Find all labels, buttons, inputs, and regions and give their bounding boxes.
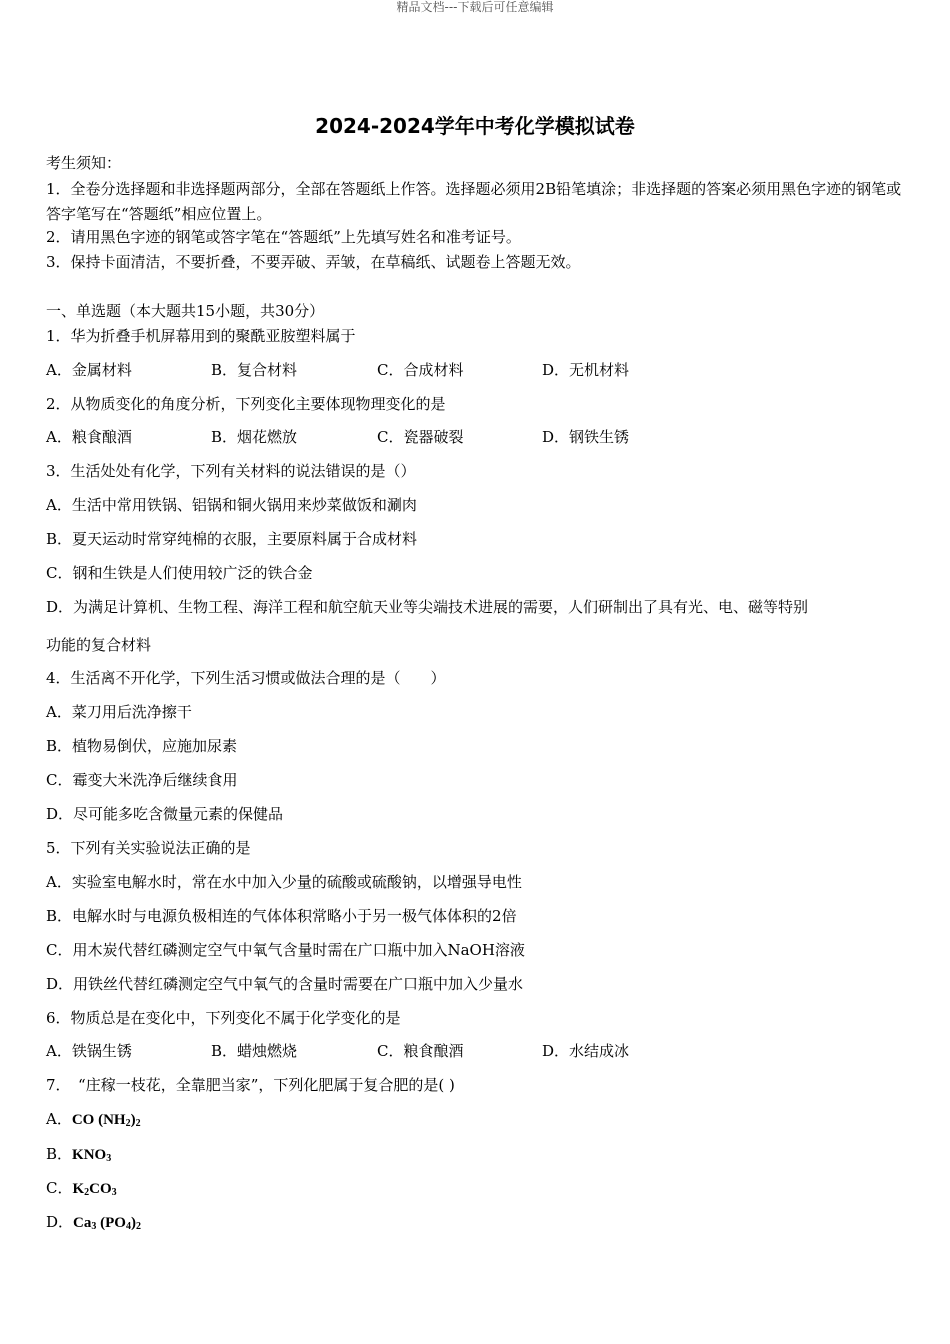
q1-option-c: C．合成材料 bbox=[377, 361, 464, 379]
q2-option-d: D．钢铁生锈 bbox=[542, 428, 630, 446]
q5-option-d: D．用铁丝代替红磷测定空气中氧气的含量时需要在广口瓶中加入少量水 bbox=[46, 975, 524, 993]
q4-stem: 4．生活离不开化学，下列生活习惯或做法合理的是（ ） bbox=[46, 669, 446, 687]
exam-title: 2024-2024学年中考化学模拟试卷 bbox=[315, 114, 635, 138]
q1-stem: 1．华为折叠手机屏幕用到的聚酰亚胺塑料属于 bbox=[46, 327, 356, 345]
q4-option-b: B．植物易倒伏，应施加尿素 bbox=[46, 737, 238, 755]
notice-item-1: 1．全卷分选择题和非选择题两部分，全部在答题纸上作答。选择题必须用2B铅笔填涂；非选择题的答案必须用黑色字迹的钢笔或答字笔写在“答题纸”相应位置上。 bbox=[46, 180, 902, 223]
q6-option-d: D．水结成冰 bbox=[542, 1042, 630, 1060]
notice-heading: 考生须知： bbox=[46, 154, 122, 172]
q2-option-c: C．瓷器破裂 bbox=[377, 428, 464, 446]
q4-option-d: D．尽可能多吃含微量元素的保健品 bbox=[46, 805, 284, 823]
q6-option-b: B．蜡烛燃烧 bbox=[211, 1042, 298, 1060]
q3-option-b: B．夏天运动时常穿纯棉的衣服，主要原料属于合成材料 bbox=[46, 530, 418, 548]
q6-option-c: C．粮食酿酒 bbox=[377, 1042, 464, 1060]
q3-option-a: A．生活中常用铁锅、铝锅和铜火锅用来炒菜做饭和涮肉 bbox=[46, 496, 417, 514]
q3-option-c: C．钢和生铁是人们使用较广泛的铁合金 bbox=[46, 564, 313, 582]
q1-option-b: B．复合材料 bbox=[211, 361, 298, 379]
q5-option-c: C．用木炭代替红磷测定空气中氧气含量时需在广口瓶中加入NaOH溶液 bbox=[46, 941, 525, 959]
q2-option-b: B．烟花燃放 bbox=[211, 428, 298, 446]
q1-option-a: A．金属材料 bbox=[46, 361, 132, 379]
q6-stem: 6．物质总是在变化中，下列变化不属于化学变化的是 bbox=[46, 1009, 401, 1027]
q5-option-a: A．实验室电解水时，常在水中加入少量的硫酸或硫酸钠，以增强导电性 bbox=[46, 873, 522, 891]
q7-stem: 7． “庄稼一枝花，全靠肥当家”，下列化肥属于复合肥的是( ) bbox=[46, 1076, 455, 1094]
q7-option-a: A．CO $(NH_2)_2$ bbox=[46, 1110, 141, 1129]
header-watermark: 精品文档---下载后可任意编辑 bbox=[396, 0, 554, 14]
q5-stem: 5．下列有关实验说法正确的是 bbox=[46, 839, 251, 857]
q7-option-d: D．$Ca_3$ $(PO_4)_2$ bbox=[46, 1213, 141, 1232]
q3-option-d-continued: 功能的复合材料 bbox=[46, 636, 152, 654]
q5-option-b: B．电解水时与电源负极相连的气体体积常略小于另一极气体体积的2倍 bbox=[46, 907, 517, 925]
q3-stem: 3．生活处处有化学，下列有关材料的说法错误的是（） bbox=[46, 462, 416, 480]
notice-item-2: 2．请用黑色字迹的钢笔或答字笔在“答题纸”上先填写姓名和准考证号。 bbox=[46, 228, 521, 246]
q4-option-c: C．霉变大米洗净后继续食用 bbox=[46, 771, 238, 789]
q1-option-d: D．无机材料 bbox=[542, 361, 630, 379]
q6-option-a: A．铁锅生锈 bbox=[46, 1042, 132, 1060]
notice-item-3: 3．保持卡面清洁，不要折叠，不要弄破、弄皱，在草稿纸、试题卷上答题无效。 bbox=[46, 253, 581, 271]
q3-option-d: D．为满足计算机、生物工程、海洋工程和航空航天业等尖端技术进展的需要，人们研制出了具有光、电、磁等特别 bbox=[46, 598, 809, 616]
q2-stem: 2．从物质变化的角度分析，下列变化主要体现物理变化的是 bbox=[46, 395, 446, 413]
q4-option-a: A．菜刀用后洗净擦干 bbox=[46, 703, 192, 721]
q7-option-c: C．$K_2CO_3$ bbox=[46, 1179, 117, 1198]
section-heading: 一、单选题（本大题共15小题，共30分） bbox=[46, 302, 325, 320]
q2-option-a: A．粮食酿酒 bbox=[46, 428, 132, 446]
q7-option-b: B．$KNO_3$ bbox=[46, 1145, 112, 1164]
